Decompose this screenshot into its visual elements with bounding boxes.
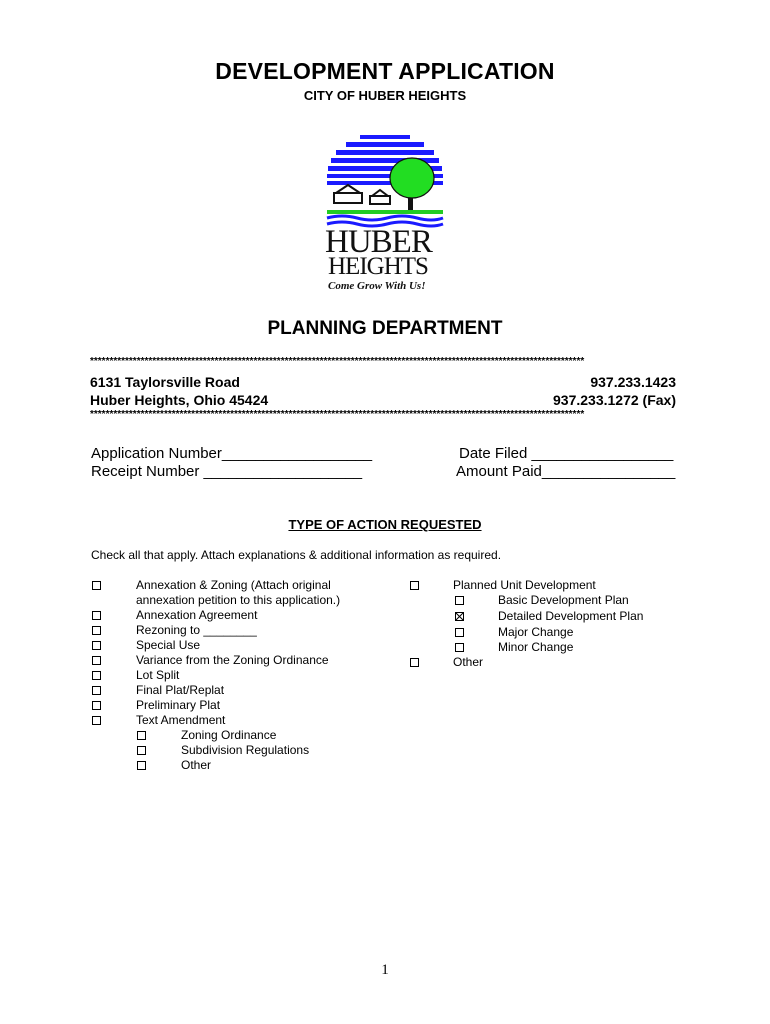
- department-title: PLANNING DEPARTMENT: [267, 318, 503, 339]
- fax-number: 937.233.1272 (Fax): [553, 392, 676, 408]
- checkmark-x-icon: [456, 613, 463, 620]
- checkbox-text-amendment-other[interactable]: [137, 761, 146, 770]
- application-number-field[interactable]: Application Number__________________: [91, 445, 373, 462]
- instructions-text: Check all that apply. Attach explanations & additional information as required.: [91, 548, 502, 562]
- label-rezoning: Rezoning to ________: [136, 623, 257, 637]
- label-annexation-zoning-cont: annexation petition to this application.): [136, 593, 341, 607]
- checkbox-text-amendment[interactable]: [92, 716, 101, 725]
- label-annexation-zoning: Annexation & Zoning (Attach original: [136, 578, 331, 592]
- checkbox-annexation-agreement[interactable]: [92, 611, 101, 620]
- checkbox-major-change[interactable]: [455, 628, 464, 637]
- document-title: DEVELOPMENT APPLICATION: [215, 58, 555, 84]
- label-planned-unit-development: Planned Unit Development: [453, 578, 596, 592]
- checkbox-special-use[interactable]: [92, 641, 101, 650]
- label-lot-split: Lot Split: [136, 668, 180, 682]
- logo-tagline: Come Grow With Us!: [328, 280, 426, 292]
- label-final-plat: Final Plat/Replat: [136, 683, 225, 697]
- checkbox-final-plat[interactable]: [92, 686, 101, 695]
- label-annexation-agreement: Annexation Agreement: [136, 608, 258, 622]
- label-major-change: Major Change: [498, 625, 574, 639]
- city-logo: [322, 130, 448, 300]
- checkbox-lot-split[interactable]: [92, 671, 101, 680]
- checkbox-subdivision-regulations[interactable]: [137, 746, 146, 755]
- checkbox-planned-unit-development[interactable]: [410, 581, 419, 590]
- checkbox-minor-change[interactable]: [455, 643, 464, 652]
- checkbox-annexation-zoning[interactable]: [92, 581, 101, 590]
- label-text-amendment: Text Amendment: [136, 713, 226, 727]
- document-subtitle: CITY OF HUBER HEIGHTS: [303, 88, 467, 103]
- label-detailed-development-plan: Detailed Development Plan: [498, 609, 644, 623]
- checkbox-zoning-ordinance[interactable]: [137, 731, 146, 740]
- label-right-other: Other: [453, 655, 484, 669]
- checkbox-variance[interactable]: [92, 656, 101, 665]
- label-variance: Variance from the Zoning Ordinance: [136, 653, 329, 667]
- label-text-amendment-other: Other: [181, 758, 212, 772]
- checkbox-rezoning[interactable]: [92, 626, 101, 635]
- logo-heights-text: HEIGHTS: [328, 253, 428, 280]
- address-street: 6131 Taylorsville Road: [90, 374, 240, 390]
- label-zoning-ordinance: Zoning Ordinance: [181, 728, 277, 742]
- label-special-use: Special Use: [136, 638, 201, 652]
- page-number: 1: [381, 962, 389, 978]
- label-preliminary-plat: Preliminary Plat: [136, 698, 221, 712]
- label-basic-development-plan: Basic Development Plan: [498, 593, 629, 607]
- amount-paid-field[interactable]: Amount Paid________________: [456, 463, 676, 480]
- checkbox-right-other[interactable]: [410, 658, 419, 667]
- receipt-number-field[interactable]: Receipt Number ___________________: [91, 463, 363, 480]
- logo-huber-text: HUBER: [325, 224, 432, 260]
- label-minor-change: Minor Change: [498, 640, 574, 654]
- star-divider-bottom: *******************************************************************************************************************************: [90, 410, 585, 420]
- star-divider-top: *******************************************************************************************************************************: [90, 357, 585, 367]
- checkbox-basic-development-plan[interactable]: [455, 596, 464, 605]
- label-subdivision-regulations: Subdivision Regulations: [181, 743, 310, 757]
- section-title: TYPE OF ACTION REQUESTED: [288, 517, 482, 532]
- checkbox-detailed-development-plan[interactable]: [455, 612, 464, 621]
- checkbox-preliminary-plat[interactable]: [92, 701, 101, 710]
- phone-number: 937.233.1423: [590, 374, 676, 390]
- address-city: Huber Heights, Ohio 45424: [90, 392, 269, 408]
- date-filed-field[interactable]: Date Filed _________________: [459, 445, 674, 462]
